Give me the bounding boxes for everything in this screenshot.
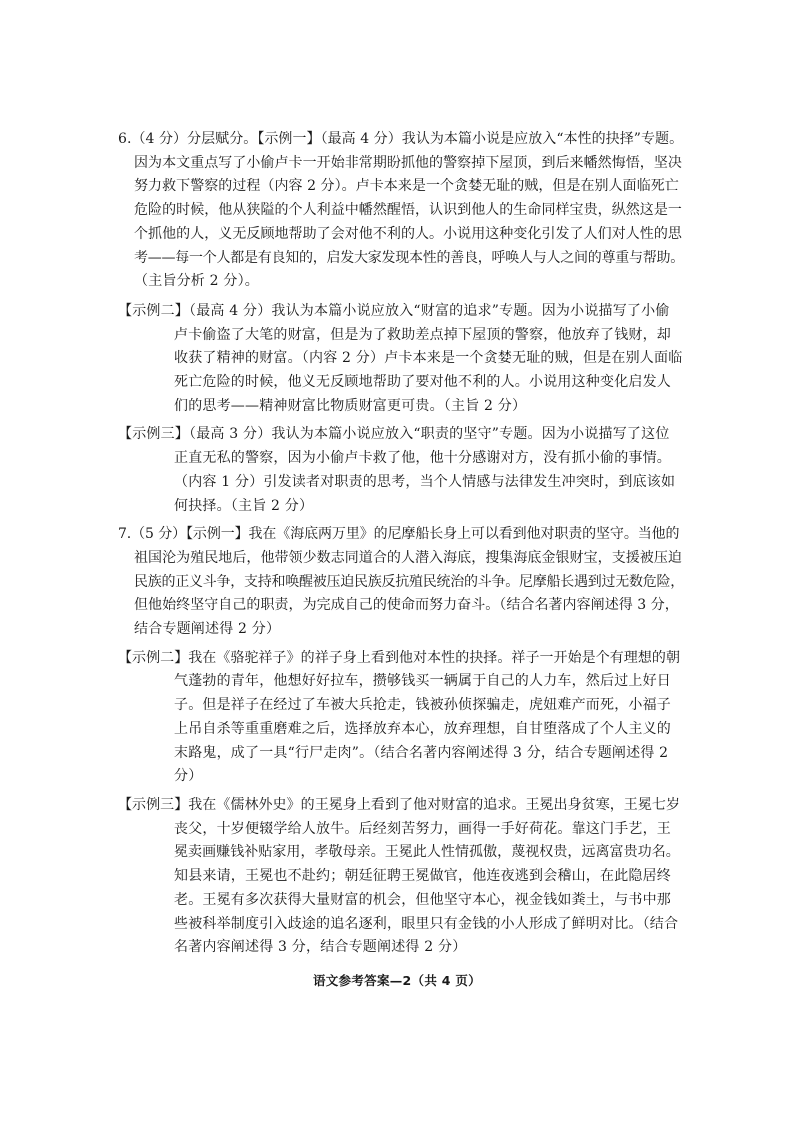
text-line: 正直无私的警察，因为小偷卢卡救了他，他十分感谢对方，没有抓小偷的事情。 — [174, 450, 671, 467]
text-line: （内容 1 分）引发读者对职责的思考，当个人情感与法律发生冲突时，到底该如 — [174, 473, 676, 490]
page-footer: 语文参考答案—2（共 4 页） — [312, 973, 482, 988]
text-line: 气蓬勃的青年，他想好好拉车，攒够钱买一辆属于自己的人力车，然后过上好日 — [174, 673, 671, 690]
text-line: 何抉择。（主旨 2 分） — [174, 497, 314, 514]
text-line: 考——每一个人都是有良知的，启发大家发现本性的善良，呼唤人与人之间的尊重与帮助。 — [134, 249, 684, 266]
text-line: 【示例三】我在《儒林外史》的王冕身上看到了他对财富的追求。王冕出身贫寒，王冕七岁 — [118, 796, 680, 813]
text-line: 知县来请，王冕也不赴约；朝廷征聘王冕做官，他连夜逃到会稽山，在此隐居终 — [174, 868, 671, 885]
text-line: （主旨分析 2 分）。 — [134, 273, 260, 290]
text-line: 【示例三】（最高 3 分）我认为本篇小说应放入“职责的坚守”专题。因为小说描写了这位 — [118, 426, 670, 443]
text-line: 上吊自杀等重重磨难之后，选择放弃本心，放弃理想，自甘堕落成了个人主义的 — [174, 720, 671, 737]
text-line: 但他始终坚守自己的职责，为完成自己的使命而努力奋斗。（结合名著内容阐述得 3 分， — [134, 597, 679, 614]
text-line: 因为本文重点写了小偷卢卡一开始非常期盼抓他的警察掉下屋顶，到后来幡然悔悟，坚决 — [134, 154, 682, 171]
text-line: 老。王冕有多次获得大量财富的机会，但他坚守本心，视金钱如粪土，与书中那 — [174, 891, 671, 908]
text-line: 个抓他的人，义无反顾地帮助了会对他不利的人。小说用这种变化引发了人们对人性的思 — [134, 225, 682, 242]
text-line: 卢卡偷盗了大笔的财富，但是为了救助差点掉下屋顶的警察，他放弃了钱财，却 — [174, 326, 671, 343]
q7-example-3 — [118, 794, 684, 960]
text-line: 名著内容阐述得 3 分，结合专题阐述得 2 分） — [174, 939, 467, 956]
text-line: 些被科举制度引入歧途的追名逐利，眼里只有金钱的小人形成了鲜明对比。（结合 — [174, 915, 679, 932]
text-line: 们的思考——精神财富比物质财富更可贵。（主旨 2 分） — [174, 397, 527, 414]
text-line: 分） — [174, 768, 203, 785]
answer-content — [118, 128, 684, 960]
text-line: 【示例二】（最高 4 分）我认为本篇小说应放入“财富的追求”专题。因为小说描写了小偷 — [118, 302, 670, 319]
text-line: 末路鬼，成了一具“行尸走肉”。（结合名著内容阐述得 3 分，结合专题阐述得 2 — [174, 744, 669, 761]
text-line: 死亡危险的时候，他义无反顾地帮助了要对他不利的人。小说用这种变化启发人 — [174, 374, 671, 391]
q6-example-3 — [118, 423, 684, 518]
text-line: 【示例二】我在《骆驼祥子》的祥子身上看到他对本性的抉择。祥子一开始是个有理想的朝 — [118, 649, 680, 666]
text-line: 结合专题阐述得 2 分） — [134, 621, 281, 638]
text-line: 丧父，十岁便辍学给人放牛。后经刻苦努力，画得一手好荷花。靠这门手艺，王 — [174, 820, 671, 837]
q7-example-1 — [118, 523, 684, 642]
text-line: 7.（5 分）【示例一】我在《海底两万里》的尼摩船长身上可以看到他对职责的坚守。当他的 — [118, 526, 680, 543]
text-line: 子。但是祥子在经过了车被大兵抢走，钱被孙侦探骗走，虎妞难产而死，小福子 — [174, 697, 671, 714]
q6-example-2 — [118, 300, 684, 419]
text-line: 危险的时候，他从狭隘的个人利益中幡然醒悟，认识到他人的生命同样宝贵，纵然这是一 — [134, 202, 682, 219]
q7-example-2 — [118, 647, 684, 789]
text-line: 努力救下警察的过程（内容 2 分）。卢卡本来是一个贪婪无耻的贼，但是在别人面临死亡 — [134, 178, 679, 195]
text-line: 收获了精神的财富。（内容 2 分）卢卡本来是一个贪婪无耻的贼，但是在别人面临 — [174, 350, 683, 367]
text-line: 冕卖画赚钱补贴家用，孝敬母亲。王冕此人性情孤傲，蔑视权贵，远离富贵功名。 — [174, 844, 680, 861]
q6-example-1 — [118, 128, 684, 294]
text-line: 6.（4 分）分层赋分。【示例一】（最高 4 分）我认为本篇小说是应放入“本性的抉择”专题。 — [118, 131, 684, 147]
text-line: 民族的正义斗争，支持和唤醒被压迫民族反抗殖民统治的斗争。尼摩船长遇到过无数危险， — [134, 573, 684, 590]
text-line: 祖国沦为殖民地后，他带领少数志同道合的人潜入海底，搜集海底金银财宝，支援被压迫 — [134, 549, 682, 566]
